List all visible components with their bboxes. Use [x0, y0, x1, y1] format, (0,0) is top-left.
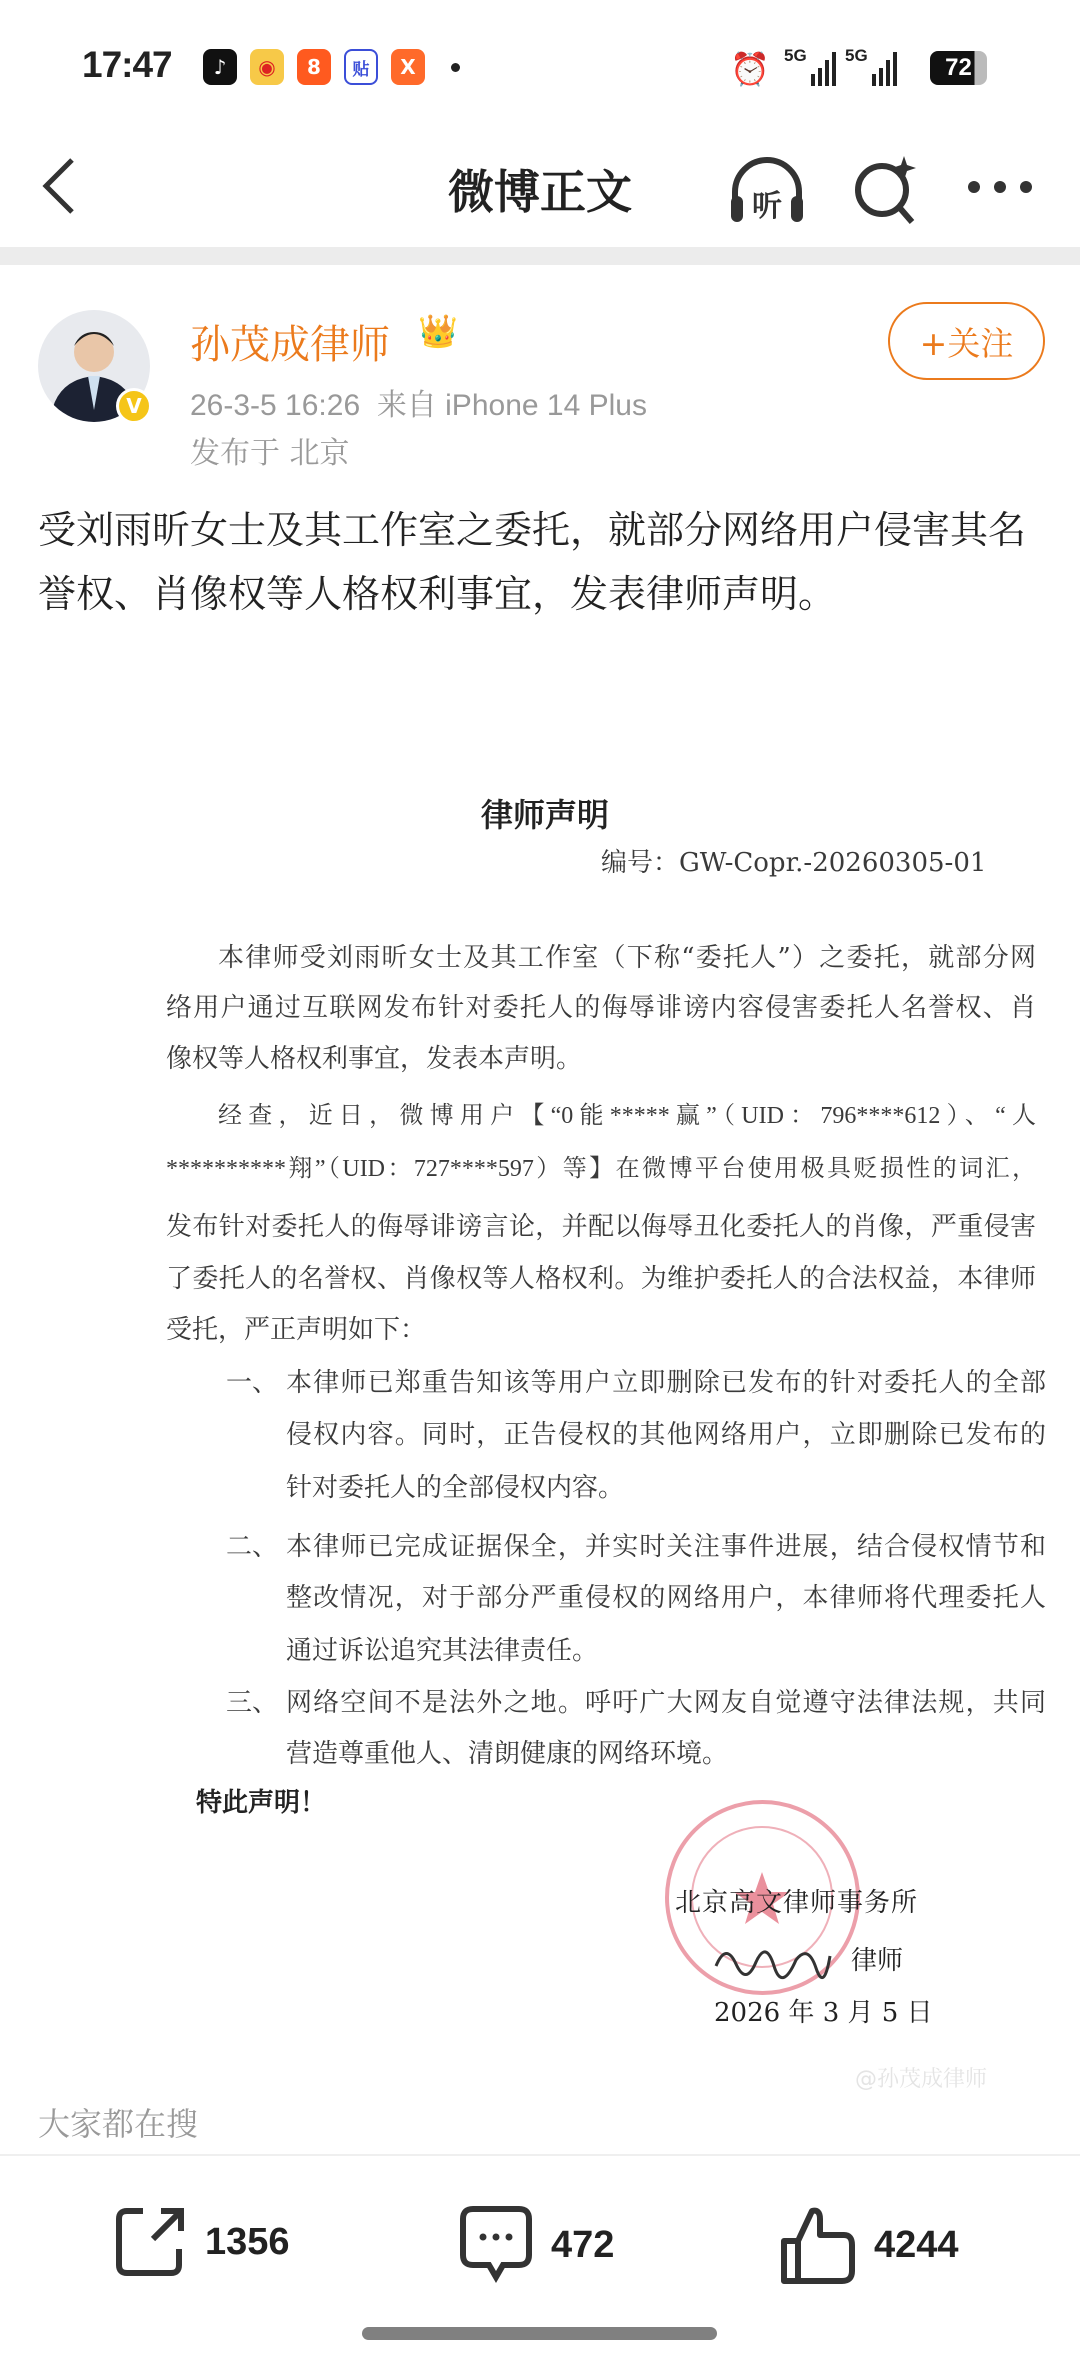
doc-firm: 北京高文律师事务所 — [675, 1888, 919, 1918]
doc-line: **********翔”（UID：727****597）等】在微博平台使用极具贬损性的词汇， — [166, 1156, 1036, 1182]
item-number: 三、 — [226, 1688, 279, 1718]
home-indicator[interactable] — [362, 2327, 717, 2340]
share-icon — [113, 2205, 187, 2279]
verified-badge: V — [116, 388, 152, 424]
douyin-icon: ♪ — [203, 49, 237, 85]
post-text: 受刘雨昕女士及其工作室之委托，就部分网络用户侵害其名誉权、肖像权等人格权利事宜，发表律师声明。 — [38, 508, 1027, 616]
doc-date: 2026 年 3 月 5 日 — [714, 1998, 933, 2028]
network-type: 5G — [784, 46, 807, 65]
signal-icon — [811, 52, 836, 86]
signature-scribble — [712, 1936, 832, 1982]
image-watermark: @孙茂成律师 — [855, 2067, 988, 2092]
headphones-icon — [727, 152, 807, 227]
network-type-2: 5G — [845, 46, 868, 65]
weibo-icon: ◉ — [250, 49, 284, 85]
section-divider — [0, 247, 1080, 265]
repost-button[interactable] — [113, 2205, 290, 2279]
signal-icon-2 — [872, 52, 897, 86]
alarm-icon: ⏰ — [730, 50, 770, 88]
trending-label[interactable]: 大家都在搜 — [38, 2105, 199, 2143]
like-count: 4244 — [874, 2223, 959, 2266]
doc-line: 营造尊重他人、清朗健康的网络环境。 — [286, 1739, 729, 1769]
doc-line: 针对委托人的全部侵权内容。 — [286, 1473, 625, 1503]
doc-title: 律师声明 — [480, 796, 609, 834]
handwritten-signature — [712, 1936, 832, 1982]
status-time: 17:47 — [82, 44, 172, 85]
follow-button[interactable]: +关注 — [888, 302, 1045, 380]
like-button[interactable] — [780, 2205, 959, 2285]
author-name[interactable]: 孙茂成律师 — [190, 322, 390, 368]
more-notifications-dot — [451, 63, 460, 72]
more-dots-icon — [965, 172, 1035, 202]
post-source: 来自 iPhone 14 Plus — [376, 389, 647, 422]
doc-closing: 特此声明！ — [196, 1788, 327, 1818]
item-number: 一、 — [226, 1368, 279, 1398]
post-timestamp: 26-3-5 16:26 — [190, 389, 361, 422]
post-location: 发布于 北京 — [190, 436, 350, 471]
item-number: 二、 — [226, 1532, 279, 1562]
doc-line: 整改情况，对于部分严重侵权的网络用户，本律师将代理委托人 — [286, 1583, 1046, 1613]
app-notification-icon: X — [391, 49, 425, 85]
search-sparkle-icon — [852, 152, 918, 227]
listen-button[interactable] — [727, 152, 807, 227]
doc-signer-title: 律师 — [851, 1946, 904, 1976]
svg-text:听: 听 — [752, 189, 782, 224]
page-title: 微博正文 — [448, 165, 632, 219]
crown-icon: 👑 — [418, 312, 458, 350]
search-button[interactable] — [852, 152, 918, 227]
battery-indicator: 72 — [930, 51, 987, 85]
status-bar — [0, 0, 1080, 130]
post-meta — [190, 380, 647, 424]
doc-line: 本律师已完成证据保全，并实时关注事件进展，结合侵权情节和 — [286, 1532, 1046, 1562]
doc-line: 了委托人的名誉权、肖像权等人格权利。为维护委托人的合法权益，本律师 — [166, 1264, 1036, 1294]
doc-line: 发布针对委托人的侮辱诽谤言论，并配以侮辱丑化委托人的肖像，严重侵害 — [166, 1212, 1036, 1242]
doc-line: 像权等人格权利事宜，发表本声明。 — [166, 1044, 583, 1074]
doc-line: 受托，严正声明如下： — [166, 1315, 427, 1345]
thumbs-up-icon — [780, 2205, 856, 2285]
doc-line: 本律师已郑重告知该等用户立即删除已发布的针对委托人的全部 — [286, 1368, 1046, 1398]
comment-icon — [459, 2205, 533, 2285]
app-notification-icon: 8 — [297, 49, 331, 85]
doc-line: 经查，近日，微博用户【“0能*****赢”（UID：796****612）、“人 — [218, 1103, 1036, 1129]
repost-count: 1356 — [205, 2220, 290, 2263]
doc-line: 侵权内容。同时，正告侵权的其他网络用户，立即删除已发布的 — [286, 1420, 1046, 1450]
comment-count: 472 — [551, 2223, 615, 2266]
doc-line: 通过诉讼追究其法律责任。 — [286, 1636, 599, 1666]
doc-line: 络用户通过互联网发布针对委托人的侮辱诽谤内容侵害委托人名誉权、肖 — [166, 993, 1036, 1023]
doc-number: 编号：GW-Copr.-20260305-01 — [601, 848, 987, 878]
doc-line: 网络空间不是法外之地。呼吁广大网友自觉遵守法律法规，共同 — [286, 1688, 1046, 1718]
comment-button[interactable] — [459, 2205, 614, 2285]
doc-line: 本律师受刘雨昕女士及其工作室（下称“委托人”）之委托，就部分网 — [218, 943, 1036, 973]
more-button[interactable] — [965, 172, 1035, 202]
tieba-icon: 贴 — [344, 49, 378, 85]
